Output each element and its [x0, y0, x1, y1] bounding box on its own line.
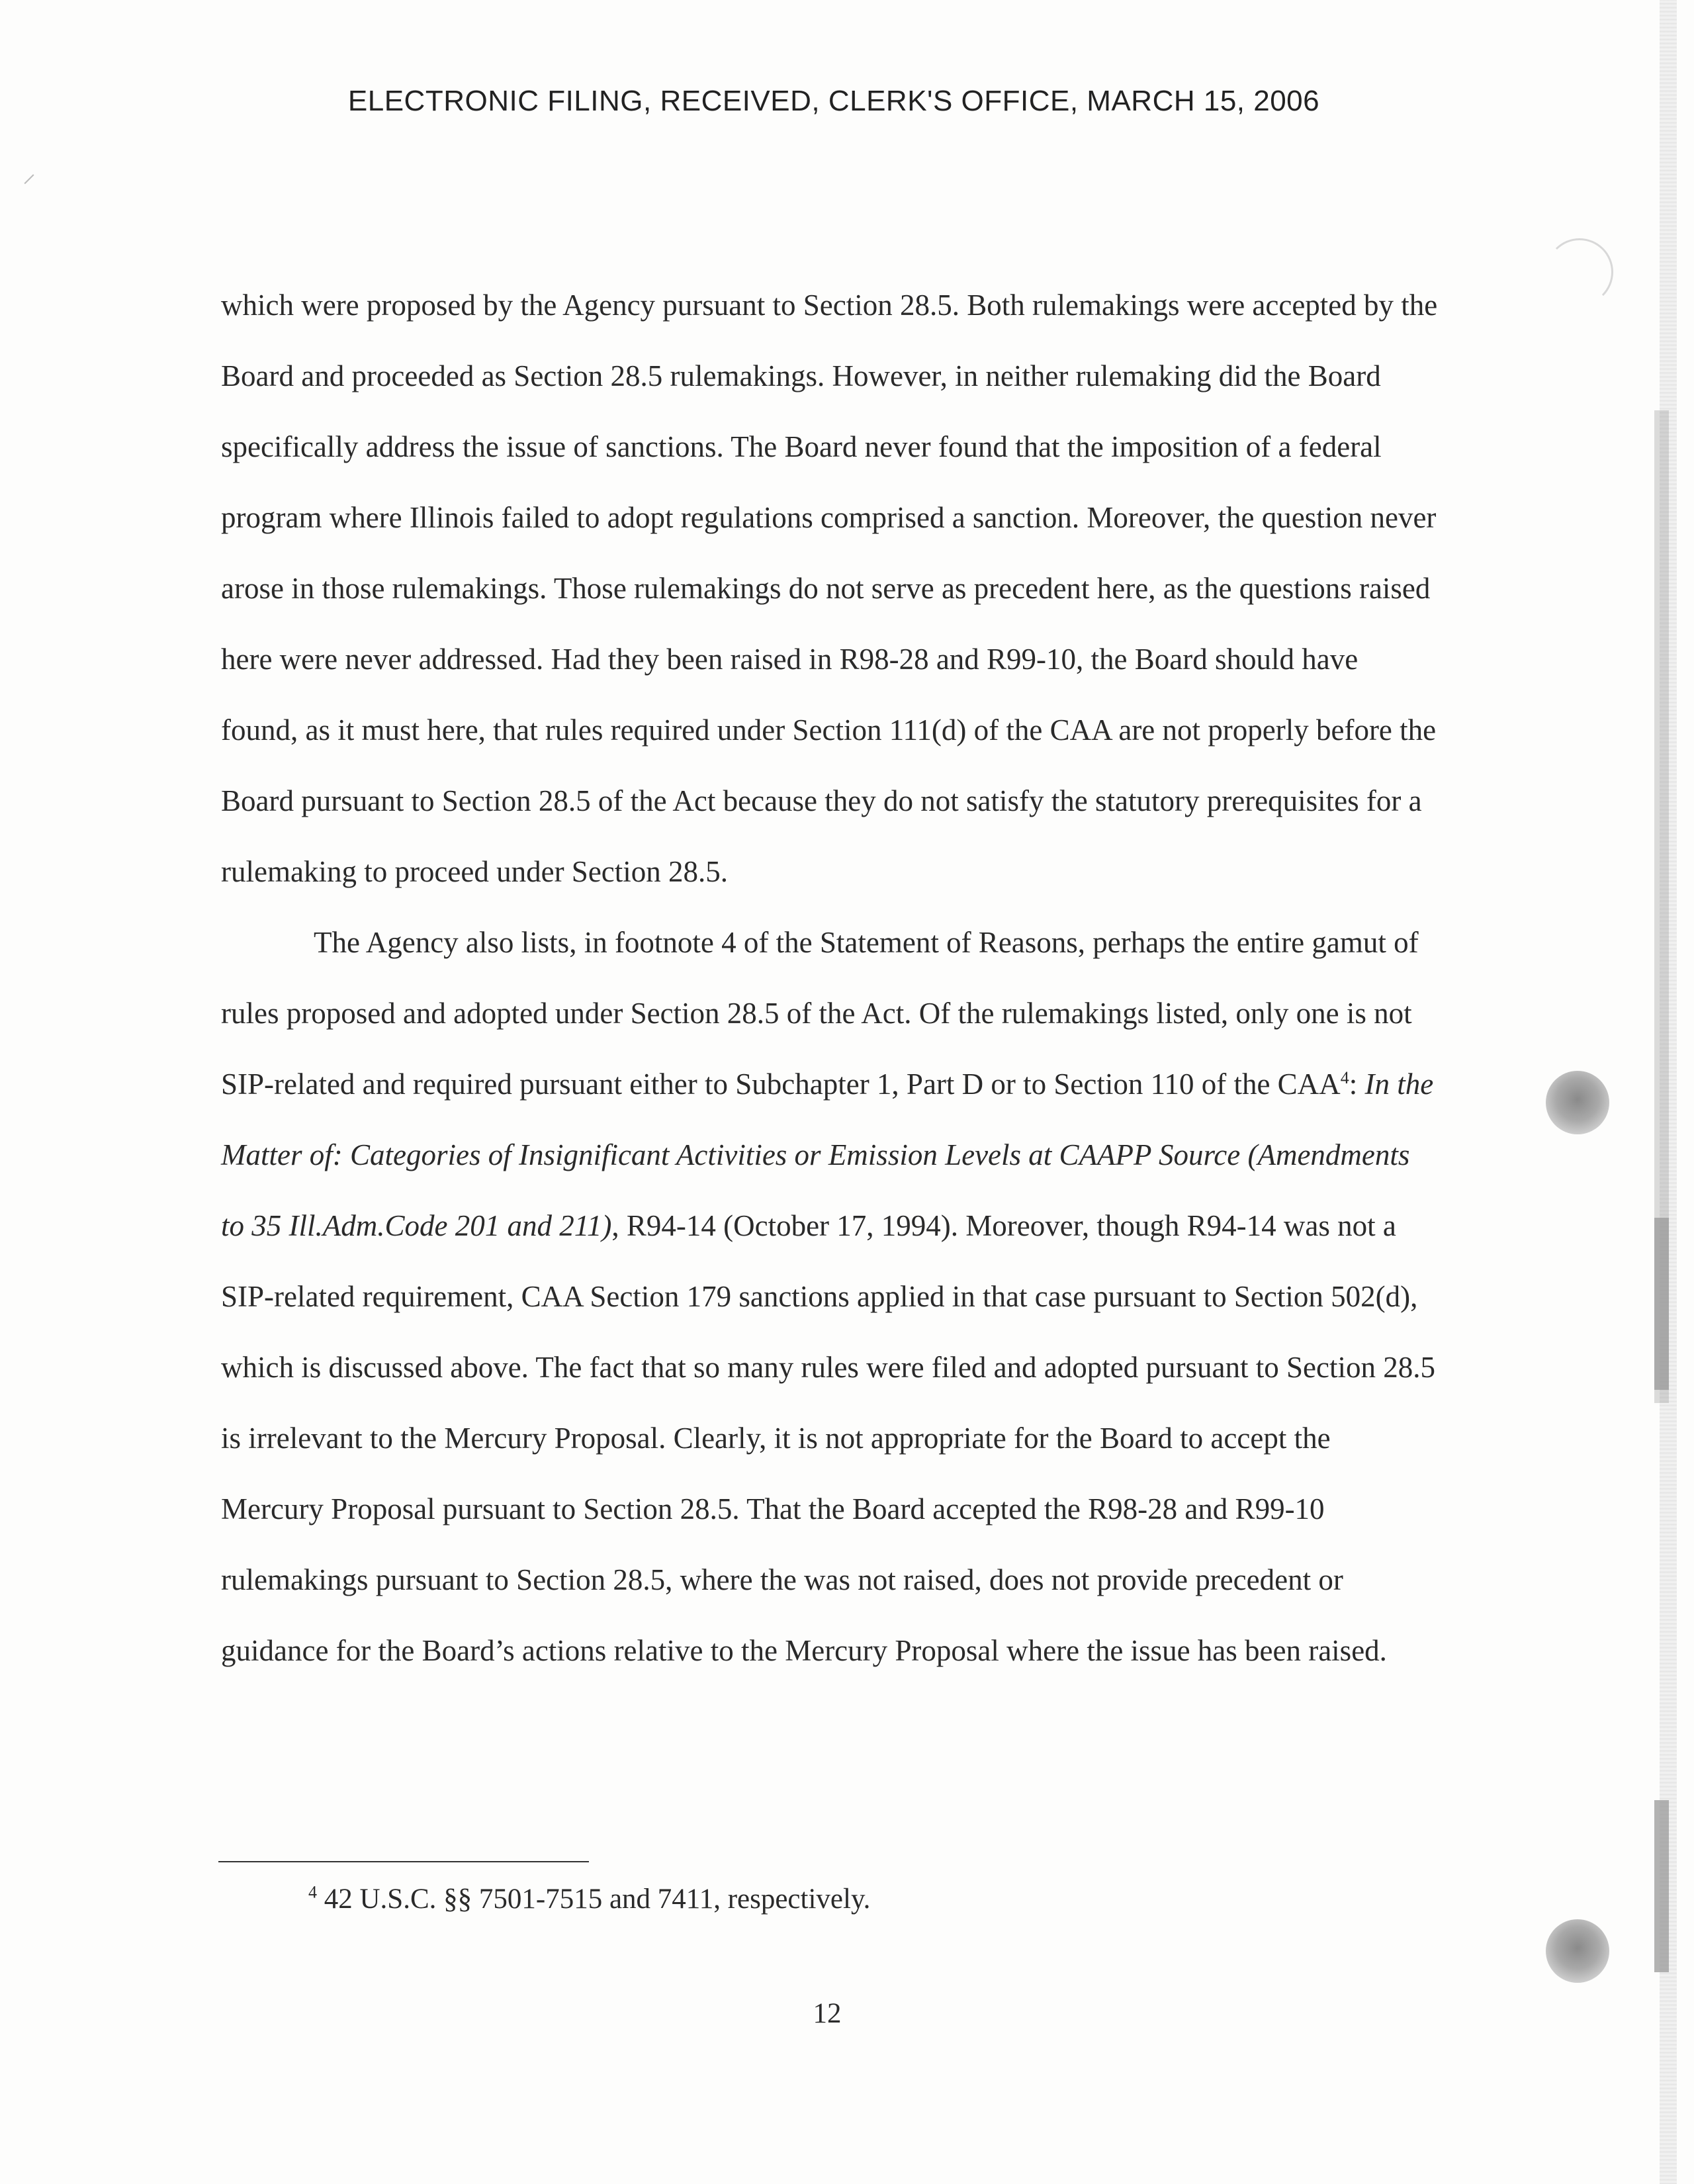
punch-hole: [1546, 238, 1613, 306]
scan-mark: ⸝: [22, 158, 36, 189]
punch-hole: [1546, 1071, 1609, 1134]
case-citation: In the Matter of: Categories of Insignificant Activities or Emission Levels at CAAPP Source (Amendments to 35 Ill.Adm.Code 201 and 211): [221, 1068, 1434, 1242]
body-text: [221, 270, 1439, 1686]
paragraph-1: which were proposed by the Agency pursuant to Section 28.5. Both rulemakings were accepted by the Board and proceeded as Section 28.5 rulemakings. However, in neither rulemaking did the Board specifically address the issue of sanctions. The Board never found that the imposition of a federal program where Illinois failed to adopt regulations comprised a sanction. Moreover, the question never arose in those rulemakings. Those rulemakings do not serve as precedent here, as the questions raised here were never addressed. Had they been raised in R98-28 and R99-10, the Board should have found, as it must here, that rules required under Section 111(d) of the CAA are not properly before the Board pursuant to Section 28.5 of the Act because they do not satisfy the statutory prerequisites for a rulemaking to proceed under Section 28.5.: [221, 289, 1438, 888]
footnote: [308, 1878, 1433, 1921]
scan-edge-shadow: [1654, 1800, 1669, 1972]
paragraph-2-text-before: The Agency also lists, in footnote 4 of the Statement of Reasons, perhaps the entire gamut of rules proposed and adopted under Section 28.5 of the Act. Of the rulemakings listed, only one is not SIP-related and required pursuant either to Subchapter 1, Part D or to Section 110 of the CAA: [221, 926, 1419, 1101]
paragraph-2-text-after: , R94-14 (October 17, 1994). Moreover, though R94-14 was not a SIP-related requirement, CAA Section 179 sanctions applied in that case pursuant to Section 502(d), which is discussed above. The fact that so many rules were filed and adopted pursuant to Section 28.5 is irrelevant to the Mercury Proposal. Clearly, it is not appropriate for the Board to accept the Mercury Proposal pursuant to Section 28.5. That the Board accepted the R98-28 and R99-10 rulemakings pursuant to Section 28.5, where the was not raised, does not provide precedent or guidance for the Board’s actions relative to the Mercury Proposal where the issue has been raised.: [221, 1209, 1435, 1667]
colon-separator: :: [1349, 1068, 1365, 1101]
filing-header: ELECTRONIC FILING, RECEIVED, CLERK'S OFFICE, MARCH 15, 2006: [347, 85, 1320, 117]
footnote-marker: 4: [308, 1882, 317, 1902]
scan-edge-shadow: [1654, 1218, 1669, 1390]
page-number: 12: [813, 1998, 842, 2029]
footnote-text: 42 U.S.C. §§ 7501-7515 and 7411, respectively.: [317, 1884, 871, 1915]
punch-hole: [1546, 1919, 1609, 1983]
paragraph-2: [221, 907, 1439, 1686]
footnote-divider: [218, 1861, 589, 1862]
footnote-reference: 4: [1340, 1068, 1349, 1087]
